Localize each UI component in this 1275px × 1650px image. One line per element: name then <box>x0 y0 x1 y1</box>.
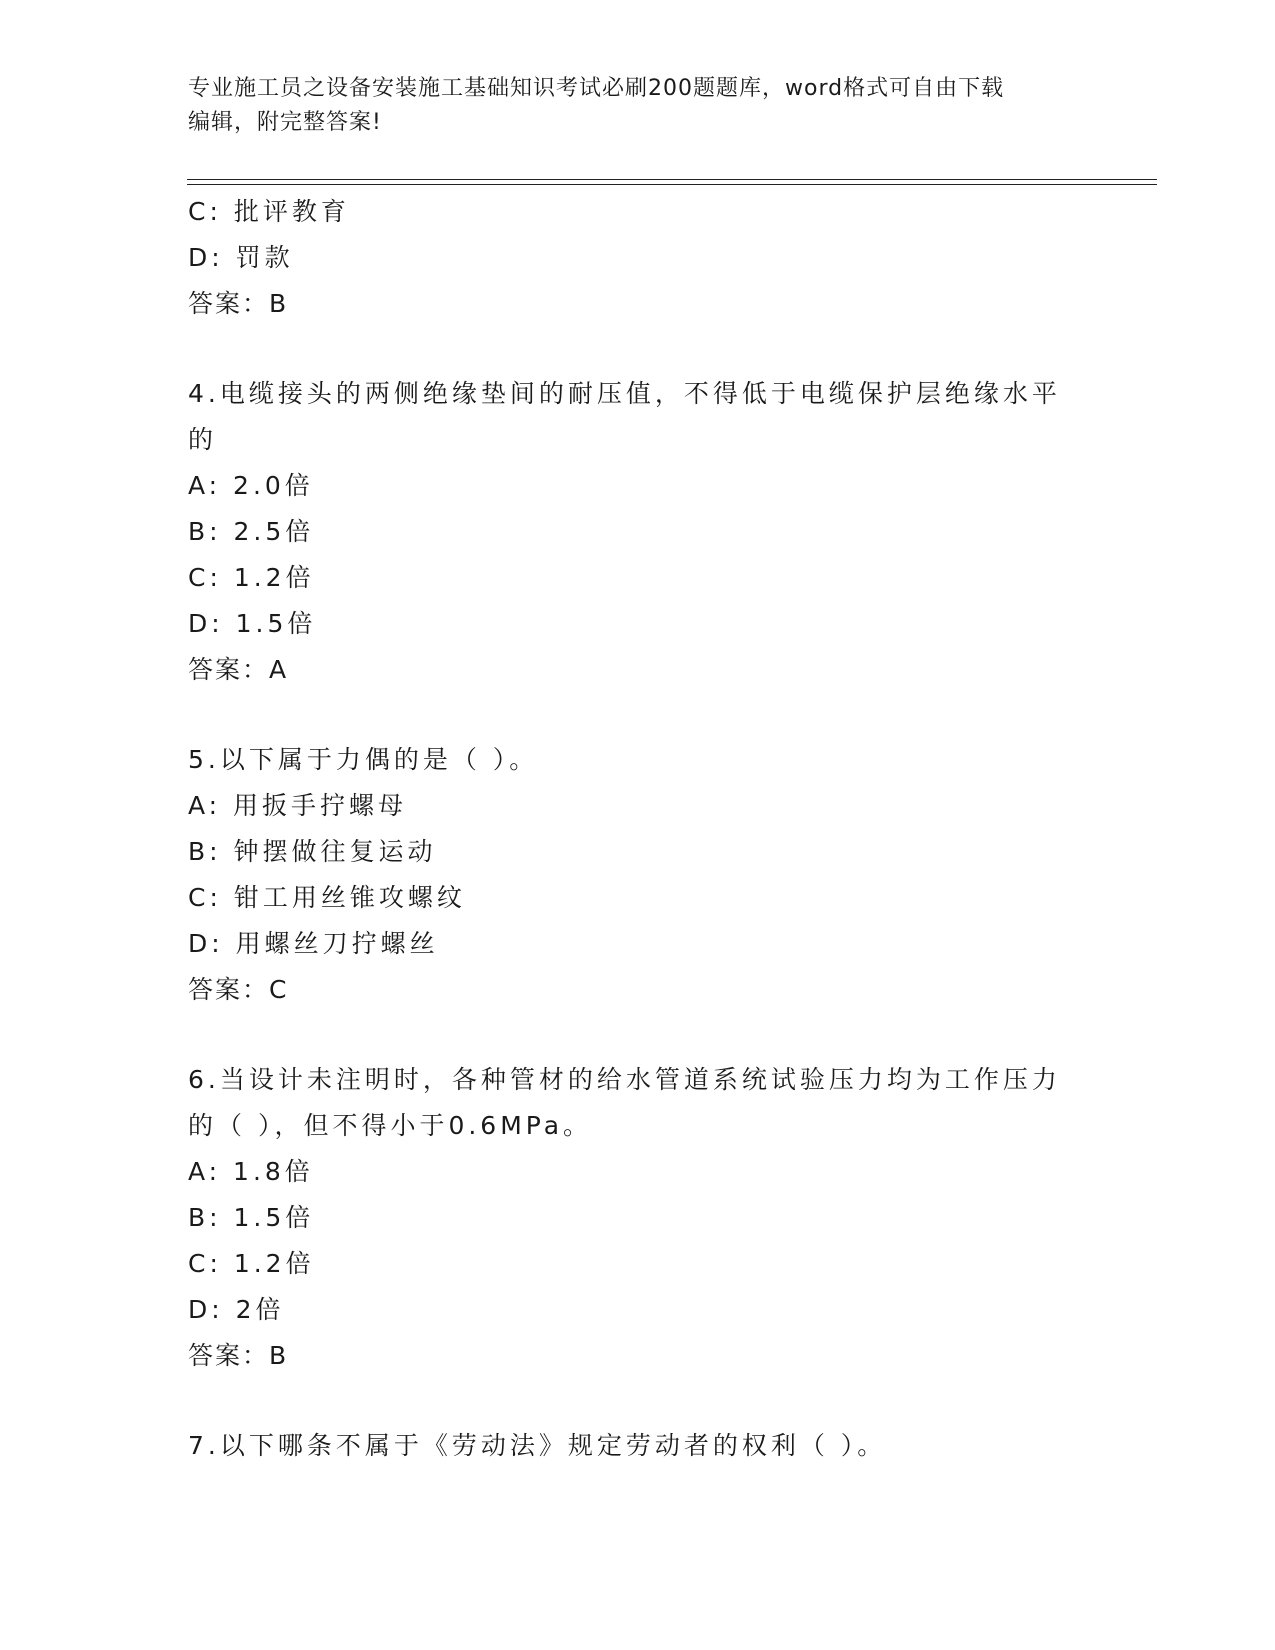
option-c: C: 钳工用丝锥攻螺纹 <box>188 883 466 912</box>
option-a: A: 1.8倍 <box>188 1157 314 1186</box>
option-c: C: 1.2倍 <box>188 1249 315 1278</box>
option-b: B: 1.5倍 <box>188 1203 315 1232</box>
question-5 <box>188 737 1088 1013</box>
option-d: D: 用螺丝刀拧螺丝 <box>188 929 439 958</box>
answer-label: 答案：B <box>188 1341 289 1370</box>
question-6 <box>188 1057 1088 1379</box>
option-d: D: 2倍 <box>188 1295 285 1324</box>
answer-label: 答案：A <box>188 655 289 684</box>
header-divider-bottom <box>187 184 1157 185</box>
spacer <box>188 1379 1088 1423</box>
header-divider-top <box>187 179 1157 180</box>
question-stem: 4.电缆接头的两侧绝缘垫间的耐压值，不得低于电缆保护层绝缘水平 <box>188 379 1061 408</box>
option-b: B: 2.5倍 <box>188 517 315 546</box>
question-3 <box>188 189 1088 327</box>
header-line-1: 专业施工员之设备安装施工基础知识考试必刷200题题库，word格式可自由下载 <box>188 76 1005 101</box>
question-list <box>188 189 1088 1469</box>
option-d: D: 1.5倍 <box>188 609 317 638</box>
question-stem: 5.以下属于力偶的是（ ）。 <box>188 745 539 774</box>
spacer <box>188 1013 1088 1057</box>
option-b: B: 钟摆做往复运动 <box>188 837 437 866</box>
option-a: A: 用扳手拧螺母 <box>188 791 408 820</box>
option-a: A: 2.0倍 <box>188 471 314 500</box>
question-4 <box>188 371 1088 693</box>
spacer <box>188 693 1088 737</box>
document-header <box>188 72 1088 140</box>
answer-label: 答案：C <box>188 975 289 1004</box>
option-d: D: 罚款 <box>188 243 294 272</box>
option-c: C: 1.2倍 <box>188 563 315 592</box>
question-stem: 7.以下哪条不属于《劳动法》规定劳动者的权利（ ）。 <box>188 1431 887 1460</box>
question-stem: 的 <box>188 425 218 454</box>
header-line-2: 编辑，附完整答案! <box>188 110 382 135</box>
spacer <box>188 327 1088 371</box>
question-stem: 6.当设计未注明时，各种管材的给水管道系统试验压力均为工作压力 <box>188 1065 1061 1094</box>
option-c: C: 批评教育 <box>188 197 350 226</box>
answer-label: 答案：B <box>188 289 289 318</box>
question-7 <box>188 1423 1088 1469</box>
question-stem: 的（ ），但不得小于0.6MPa。 <box>188 1111 593 1140</box>
